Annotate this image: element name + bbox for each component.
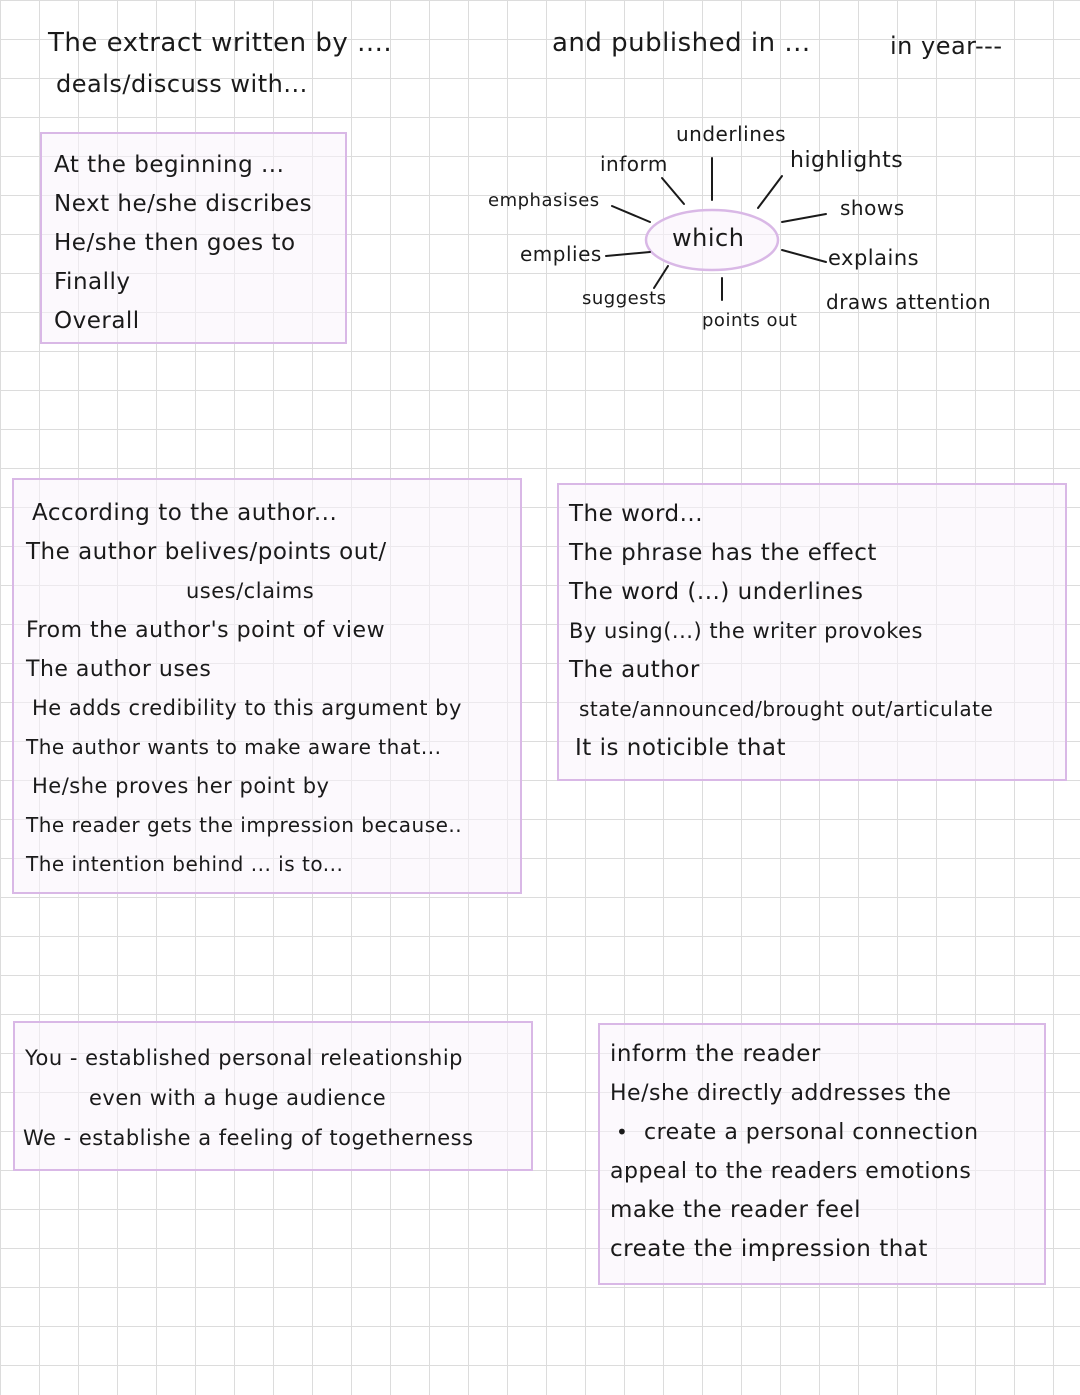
connector-highlights [758,176,782,208]
author-line: The reader gets the impression because.. [26,813,463,837]
word-shows: shows [840,196,905,220]
word-line: The word (...) underlines [569,579,864,605]
header-published-text: and published in ... [552,28,811,58]
word-underlines: underlines [676,122,787,146]
word-line: By using(...) the writer provokes [569,619,923,643]
connector-inform [662,178,684,204]
word-phrases-box [557,483,1067,781]
pronoun-effects-box [13,1021,533,1171]
reader-line: appeal to the readers emotions [610,1159,972,1184]
author-line: uses/claims [186,579,315,603]
intro-line: Next he/she discribes [54,191,313,217]
word-points-out: points out [702,310,798,331]
intro-line: Finally [54,269,131,295]
header-deals-text: deals/discuss with... [56,70,308,98]
reader-effects-box [598,1023,1046,1285]
author-line: The author wants to make aware that... [26,735,442,759]
word-inform: inform [600,152,668,176]
author-line: From the author's point of view [26,618,386,643]
word-line: The phrase has the effect [569,540,877,566]
word-web-center: which [672,224,745,252]
word-suggests: suggests [582,288,667,309]
connector-explains [782,250,826,262]
header-intro-text: The extract written by .... [48,28,393,58]
reader-line: create the impression that [610,1236,928,1262]
word-line: The word... [569,501,704,527]
word-line: It is noticible that [575,735,787,761]
connector-suggests [654,266,668,288]
word-emphasises: emphasises [488,190,600,211]
connector-emphasises [612,206,650,222]
reader-line: inform the reader [610,1041,821,1067]
connector-emplies [606,252,650,256]
reader-line: make the reader feel [610,1197,862,1223]
author-line: According to the author... [32,500,338,526]
intro-line: Overall [54,308,140,334]
author-phrases-box [12,478,522,894]
header-year-text: in year--- [890,32,1003,60]
reader-line: He/she directly addresses the [610,1081,952,1106]
word-draws-attention: draws attention [826,290,992,314]
word-explains: explains [828,246,920,270]
pronoun-line: You - established personal releationship [25,1046,463,1070]
word-emplies: emplies [520,242,602,266]
bullet-icon: • [616,1120,629,1144]
intro-line: He/she then goes to [54,230,296,256]
word-line: The author [569,657,700,683]
word-highlights: highlights [790,148,904,173]
author-line: He adds credibility to this argument by [32,696,462,720]
word-line: state/announced/brought out/articulate [579,697,994,721]
author-line: The intention behind ... is to... [26,852,344,876]
reader-line: create a personal connection [644,1120,979,1145]
author-line: He/she proves her point by [32,774,330,798]
author-line: The author belives/points out/ [26,539,387,565]
pronoun-line: even with a huge audience [89,1086,387,1110]
pronoun-line: We - establishe a feeling of togetherness [23,1126,474,1150]
connector-shows [782,214,826,222]
author-line: The author uses [26,657,212,682]
intro-line: At the beginning ... [54,152,285,178]
